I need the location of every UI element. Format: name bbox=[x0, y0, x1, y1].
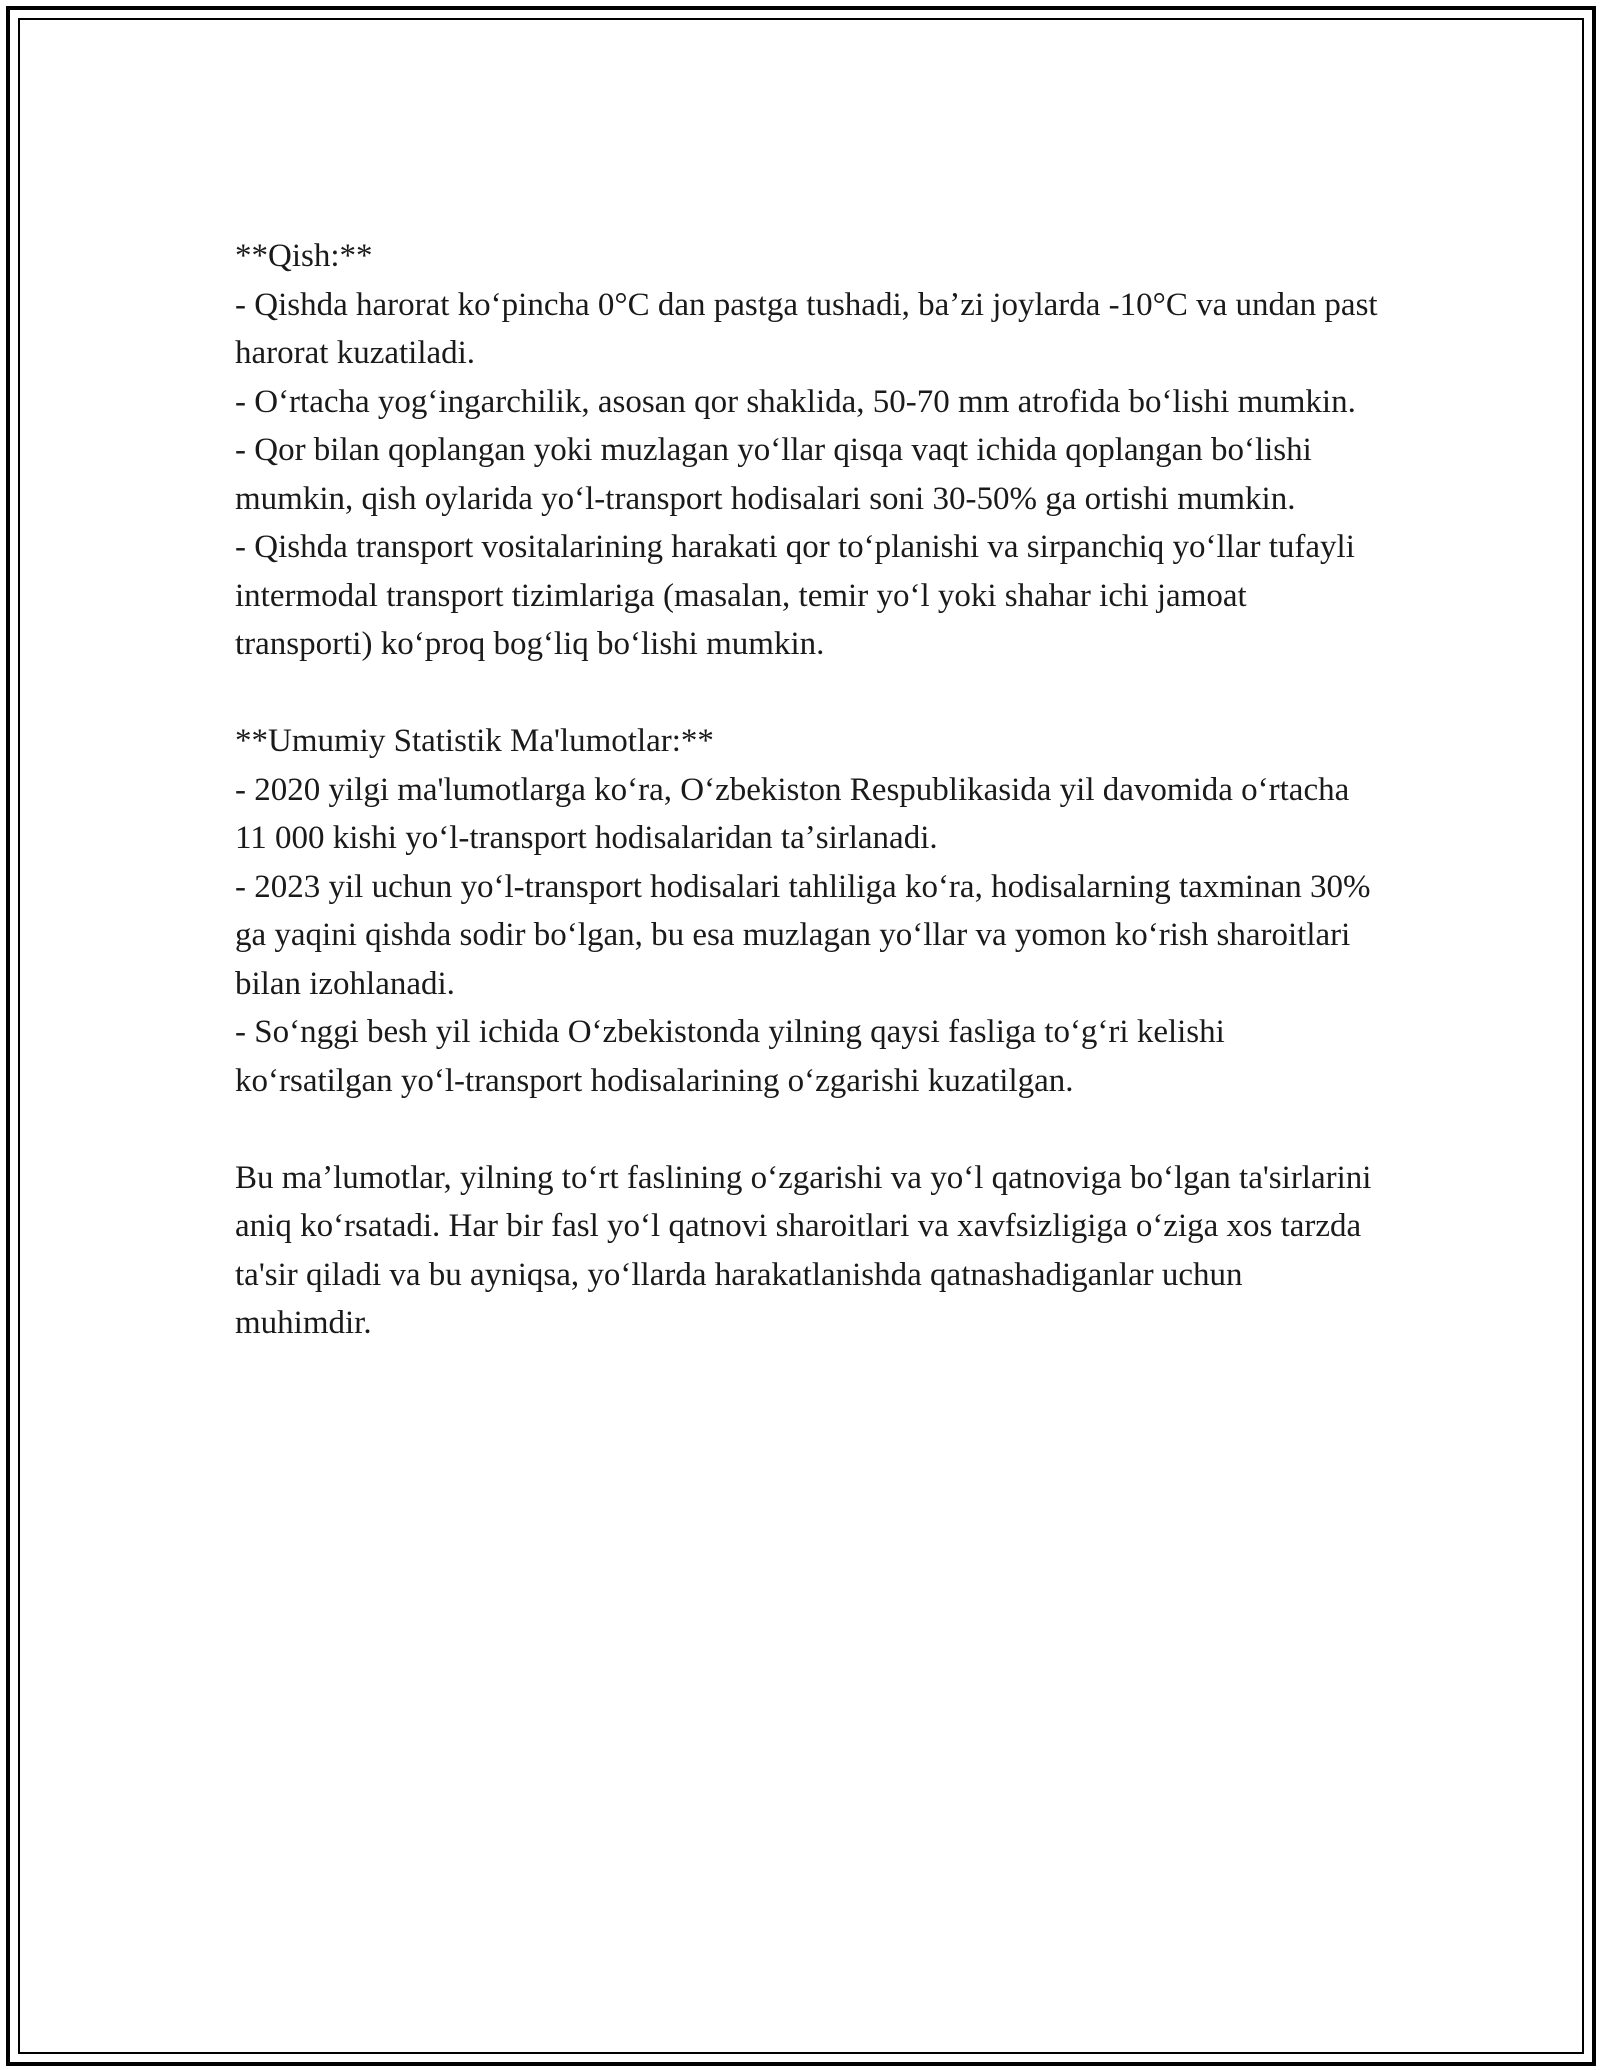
conclusion-paragraph: Bu maʼlumotlar, yilning toʻrt faslining oʻzgarishi va yoʻl qatnoviga boʻlgan ta'sirlarini aniq koʻrsatadi. Har bir fasl yoʻl qatnovi sharoitlari va xavfsizligiga oʻziga xos tarzda ta'sir qiladi va bu ayniqsa, yoʻllarda harakatlanishda qatnashadiganlar uchun muhimdir. bbox=[235, 1159, 1372, 1341]
list-item: - 2023 yil uchun yoʻl-transport hodisalari tahliliga koʻra, hodisalarning taxminan 30% ga yaqini qishda sodir boʻlgan, bu esa muzlagan yoʻllar va yomon koʻrish sharoitlari bilan izohlanadi. bbox=[235, 868, 1371, 1002]
list-item: - 2020 yilgi ma'lumotlarga koʻra, Oʻzbekiston Respublikasida yil davomida oʻrtacha 11 000 kishi yoʻl-transport hodisalaridan taʼsirlanadi. bbox=[235, 771, 1350, 856]
section-conclusion bbox=[235, 1154, 1385, 1348]
list-item: - Qishda transport vositalarining harakati qor toʻplanishi va sirpanchiq yoʻllar tufayli intermodal transport tizimlariga (masalan, temir yoʻl yoki shahar ichi jamoat transporti) koʻproq bogʻliq boʻlishi mumkin. bbox=[235, 529, 1355, 662]
list-item: - Oʻrtacha yogʻingarchilik, asosan qor shaklida, 50-70 mm atrofida boʻlishi mumkin. bbox=[235, 383, 1356, 420]
section-heading: **Qish:** bbox=[235, 238, 373, 274]
section-winter bbox=[235, 232, 1385, 669]
list-item: - Qor bilan qoplangan yoki muzlagan yoʻllar qisqa vaqt ichida qoplangan boʻlishi mumkin, qish oylarida yoʻl-transport hodisalari soni 30-50% ga ortishi mumkin. bbox=[235, 432, 1312, 517]
section-heading: **Umumiy Statistik Ma'lumotlar:** bbox=[235, 723, 714, 759]
document-body bbox=[235, 232, 1385, 1348]
list-item: - Soʻnggi besh yil ichida Oʻzbekistonda yilning qaysi fasliga toʻgʻri kelishi koʻrsatilgan yoʻl-transport hodisalarining oʻzgarishi kuzatilgan. bbox=[235, 1014, 1225, 1099]
section-statistics bbox=[235, 717, 1385, 1105]
list-item: - Qishda harorat koʻpincha 0°C dan pastga tushadi, baʼzi joylarda -10°C va undan past harorat kuzatiladi. bbox=[235, 286, 1378, 371]
